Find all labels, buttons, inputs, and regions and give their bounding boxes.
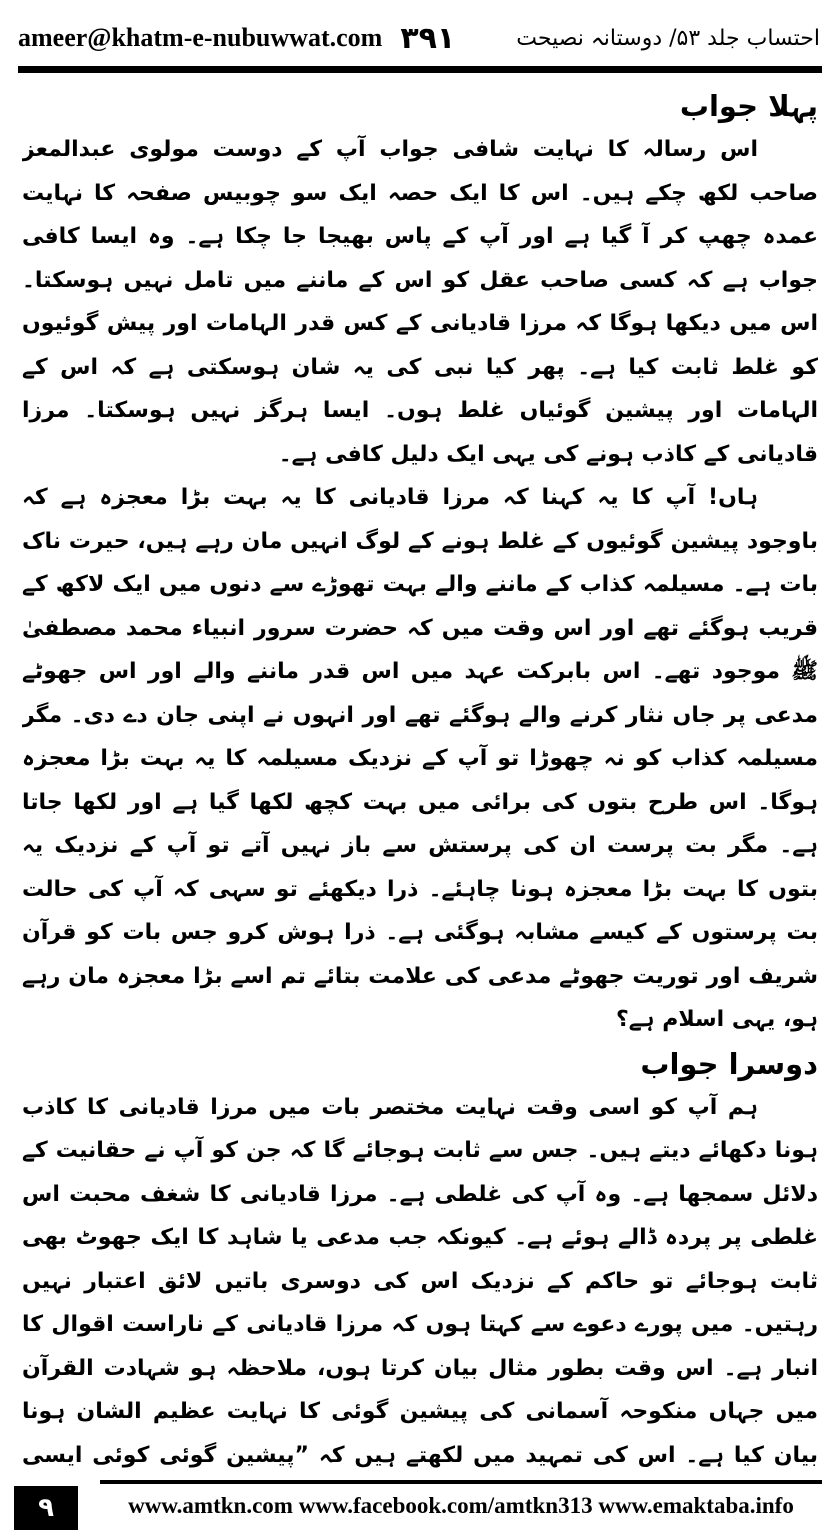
header-rule [18, 66, 822, 73]
section-heading-second-answer: دوسرا جواب [640, 1046, 818, 1081]
section-heading-first-answer: پہلا جواب [679, 89, 818, 123]
header-left [18, 21, 455, 56]
page-header [18, 12, 820, 64]
paragraph-1: اس رسالہ کا نہایت شافی جواب آپ کے دوست مولوی عبدالمعز صاحب لکھ چکے ہیں۔ اس کا ایک حصہ ایک سو چوبیس صفحہ کا نہایت عمدہ چھپ کر آ گیا ہے اور آپ کے پاس بھیجا جا چکا ہے۔ وہ ایسا کافی جواب ہے کہ کسی صاحب عقل کو اس کے ماننے میں تامل نہیں ہوسکتا۔ اس میں دیکھا ہوگا کہ مرزا قادیانی کے کس قدر الہامات اور پیش گوئیوں کو غلط ثابت کیا ہے۔ پھر کیا نبی کی یہ شان ہوسکتی ہے کہ اس کے الہامات اور پیشین گوئیاں غلط ہوں۔ ایسا ہرگز نہیں ہوسکتا۔ مرزا قادیانی کے کاذب ہونے کی یہی ایک دلیل کافی ہے۔ [22, 137, 818, 467]
paragraph-2: ہاں! آپ کا یہ کہنا کہ مرزا قادیانی کا یہ بہت بڑا معجزہ ہے کہ باوجود پیشین گوئیوں کے غلط ہونے کے لوگ انہیں مان رہے ہیں، حیرت ناک بات ہے۔ مسیلمہ کذاب کے ماننے والے بہت تھوڑے سے دنوں میں ایک لاکھ کے قریب ہوگئے تھے اور اس وقت میں کہ حضرت سرور انبیاء محمد مصطفیٰ ﷺ موجود تھے۔ اس بابرکت عہد میں اس قدر ماننے والے اور اس جھوٹے مدعی پر جاں نثار کرنے والے ہوگئے تھے اور انہوں نے اپنی جان دے دی۔ مگر مسیلمہ کذاب کو نہ چھوڑا تو آپ کے نزدیک مسیلمہ کا یہ بہت بڑا معجزہ ہوگا۔ اس طرح بتوں کی برائی میں بہت کچھ لکھا گیا ہے اور لکھا جاتا ہے۔ مگر بت پرست ان کی پرستش سے باز نہیں آتے تو آپ کے نزدیک یہ بتوں کا بہت بڑا معجزہ ہونا چاہئے۔ ذرا دیکھئے تو سہی کہ آپ کی حالت بت پرستوں کے کیسے مشابہ ہوگئی ہے۔ ذرا ہوش کرو جس بات کو قرآن شریف اور توریت جھوٹے مدعی کی علامت بتائے تم اسے بڑا معجزہ مان رہے ہو، یہی اسلام ہے؟ [22, 485, 818, 1032]
header-email[interactable]: ameer@khatm-e-nubuwwat.com [18, 23, 383, 52]
paragraph-3: ہم آپ کو اسی وقت نہایت مختصر بات میں مرزا قادیانی کا کاذب ہونا دکھائے دیتے ہیں۔ جس سے ثابت ہوجائے گا کہ جن کو آپ نے حقانیت کے دلائل سمجھا ہے۔ وہ آپ کی غلطی ہے۔ مرزا قادیانی کا شغف محبت اس غلطی پر پردہ ڈالے ہوئے ہے۔ کیونکہ جب مدعی یا شاہد کا ایک جھوٹ بھی ثابت ہوجائے تو حاکم کے نزدیک اس کی دوسری باتیں لائق اعتبار نہیں رہتیں۔ میں پورے دعوے سے کہتا ہوں کہ مرزا قادیانی کے ناراست اقوال کا انبار ہے۔ اس وقت بطور مثال بیان کرتا ہوں، ملاحظہ ہو شہادت القرآن میں جہاں منکوحہ آسمانی کی پیشین گوئی کا نہایت عظیم الشان ہونا بیان کیا ہے۔ اس کی تمہید میں لکھتے ہیں کہ ”پیشین گوئی کوئی ایسی [22, 1094, 818, 1468]
header-page-number: ۳۹۱ [400, 20, 456, 56]
footer-page-box: ۹ [14, 1486, 78, 1530]
footer-rule [100, 1480, 822, 1484]
running-title: احتساب جلد ۵۳/ دوستانہ نصیحت [516, 25, 820, 51]
page-body [22, 84, 818, 1469]
footer-links[interactable]: www.amtkn.com www.facebook.com/amtkn313 www.emaktaba.info [128, 1493, 794, 1518]
